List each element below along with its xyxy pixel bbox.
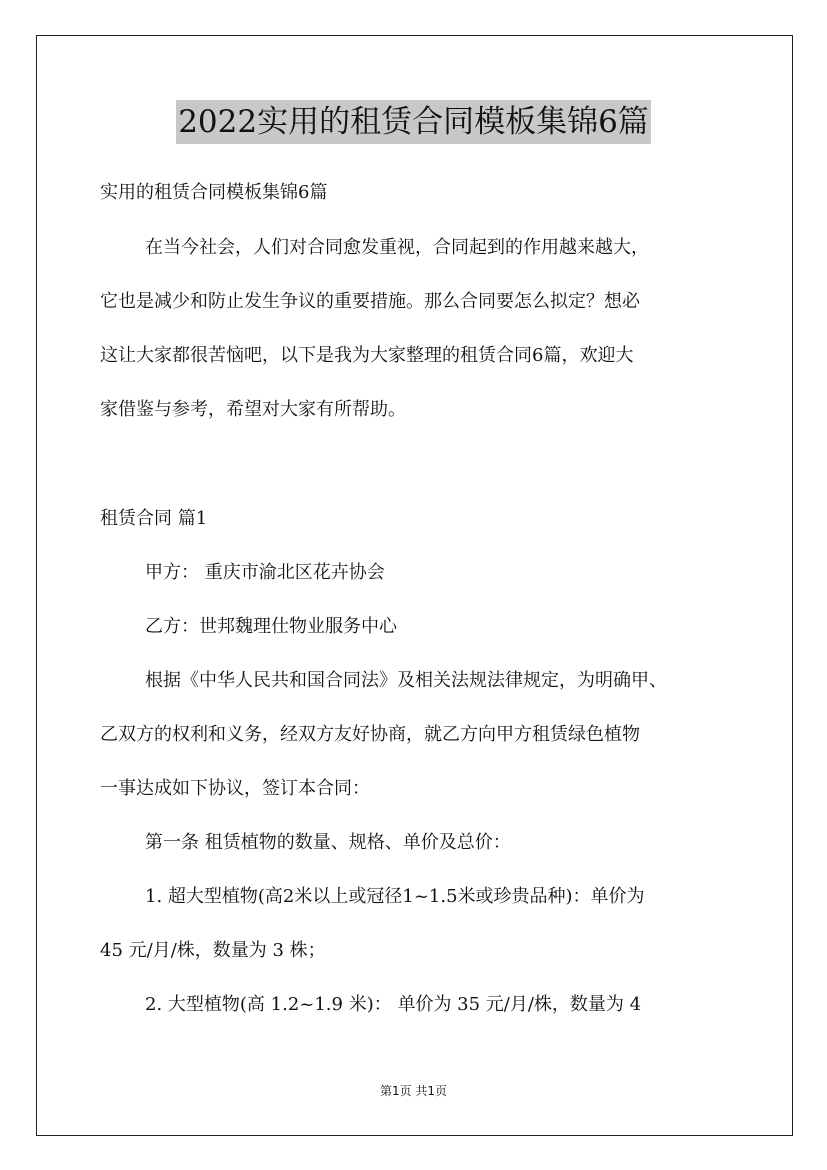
party-b: 乙方：世邦魏理仕物业服务中心 — [145, 616, 397, 637]
intro-line-2: 它也是减少和防止发生争议的重要措施。那么合同要怎么拟定？想必 — [100, 291, 640, 312]
item-2-line: 2. 大型植物(高 1.2~1.9 米)： 单价为 35 元/月/株，数量为 4 — [145, 994, 642, 1015]
title-container — [0, 100, 827, 144]
section-heading: 租赁合同 篇1 — [100, 508, 208, 529]
item-1-line-1: 1. 超大型植物(高2米以上或冠径1~1.5米或珍贵品种)：单价为 — [145, 886, 645, 907]
basis-line-2: 乙双方的权利和义务，经双方友好协商，就乙方向甲方租赁绿色植物 — [100, 724, 640, 745]
intro-line-3: 这让大家都很苦恼吧，以下是我为大家整理的租赁合同6篇，欢迎大 — [100, 345, 634, 366]
basis-line-1: 根据《中华人民共和国合同法》及相关法规法律规定，为明确甲、 — [145, 670, 667, 691]
party-a: 甲方： 重庆市渝北区花卉协会 — [145, 562, 385, 583]
article-1: 第一条 租赁植物的数量、规格、单价及总价： — [145, 832, 511, 853]
basis-line-3: 一事达成如下协议，签订本合同： — [100, 778, 370, 799]
document-subtitle: 实用的租赁合同模板集锦6篇 — [100, 182, 328, 203]
intro-line-1: 在当今社会，人们对合同愈发重视，合同起到的作用越来越大， — [145, 237, 649, 258]
intro-line-4: 家借鉴与参考，希望对大家有所帮助。 — [100, 399, 406, 420]
document-title: 2022实用的租赁合同模板集锦6篇 — [176, 100, 651, 144]
page-footer: 第1页 共1页 — [379, 1084, 448, 1098]
item-1-line-2: 45 元/月/株，数量为 3 株； — [100, 940, 326, 961]
